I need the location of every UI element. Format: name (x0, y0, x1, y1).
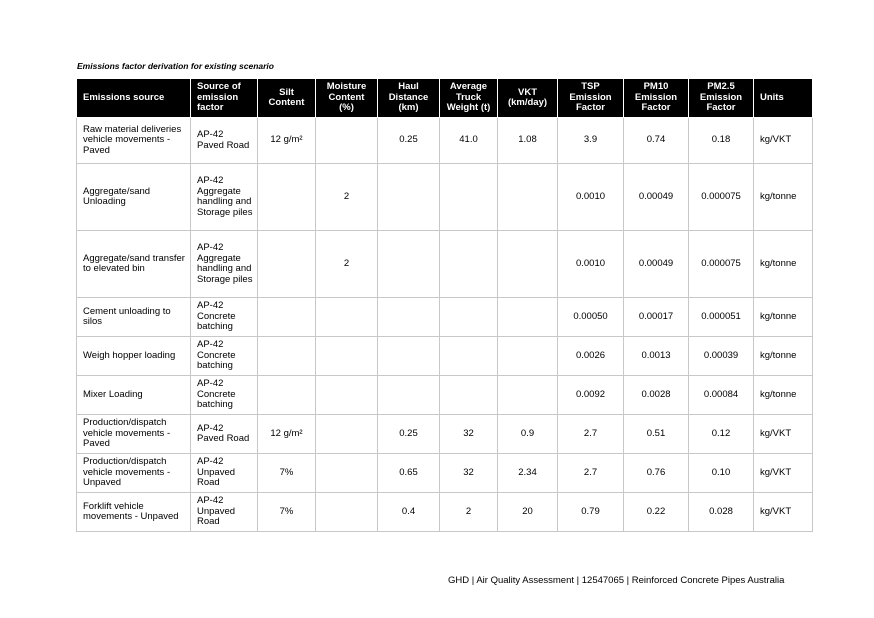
table-cell (624, 493, 689, 532)
cell-line: Concrete (197, 310, 236, 322)
header-line: PM2.5 (707, 81, 735, 93)
cell-line: kg/VKT (760, 505, 792, 517)
header-line: emission (197, 91, 239, 103)
table-cell (191, 454, 258, 493)
table-cell (316, 118, 378, 164)
cell-line: 2 (343, 190, 350, 202)
cell-line: 0.00050 (573, 310, 608, 322)
table-cell (440, 298, 498, 337)
header-line: Units (760, 91, 784, 103)
cell-line: AP-42 (197, 242, 224, 253)
header-line: Content (268, 97, 305, 108)
cell-line: AP-42 (197, 495, 224, 507)
cell-line: AP-42 (197, 129, 224, 140)
table-cell (498, 493, 558, 532)
cell-line: AP-42 (197, 339, 224, 351)
table-row (77, 118, 813, 164)
cell-line: Storage piles (197, 273, 253, 285)
cell-line: 0.00084 (703, 388, 739, 400)
cell-line: Aggregate (197, 252, 241, 264)
cell-line: Road (197, 477, 220, 489)
cell-line: kg/tonne (760, 310, 797, 322)
cell-line: Cement unloading to (83, 305, 171, 317)
cell-line: handling and (197, 263, 252, 274)
table-cell (258, 164, 316, 231)
cell-line: 0.51 (646, 427, 666, 439)
table-cell (258, 337, 316, 376)
table-cell (498, 454, 558, 493)
cell-line: 0.000051 (701, 310, 741, 322)
cell-line: 0.25 (399, 427, 418, 439)
header-pm25-emission-factor (689, 79, 754, 118)
table-cell (258, 118, 316, 164)
table-cell (191, 298, 258, 337)
table-cell (316, 376, 378, 415)
table-cell (77, 454, 191, 493)
header-emissions-source (77, 79, 191, 118)
table-cell (754, 454, 813, 493)
table-cell (624, 415, 689, 454)
table-cell (689, 493, 754, 532)
table-cell (77, 298, 191, 337)
table-cell (754, 376, 813, 415)
table-cell (558, 231, 624, 298)
table-cell (624, 231, 689, 298)
table-cell (624, 376, 689, 415)
header-haul-distance (378, 79, 440, 118)
cell-line: Paved (83, 144, 110, 156)
table-cell (754, 493, 813, 532)
cell-line: Road (197, 516, 220, 528)
cell-line: Aggregate/sand (83, 185, 151, 197)
cell-line: 0.00049 (638, 257, 674, 269)
cell-line: 0.00039 (703, 349, 739, 361)
cell-line: Concrete (197, 349, 236, 361)
cell-line: Unloading (83, 196, 126, 207)
table-cell (258, 298, 316, 337)
table-cell (754, 415, 813, 454)
cell-line: 20 (522, 505, 533, 517)
header-line: VKT (518, 86, 537, 98)
cell-line: 0.74 (646, 134, 666, 146)
cell-line: Aggregate (197, 185, 241, 197)
table-cell (498, 118, 558, 164)
cell-line: batching (197, 321, 233, 333)
cell-line: vehicle movements - (83, 466, 171, 478)
table-cell (378, 415, 440, 454)
table-cell (558, 454, 624, 493)
table-cell (689, 454, 754, 493)
cell-line: 2.7 (583, 466, 598, 478)
table-cell (440, 376, 498, 415)
cell-line: AP-42 (197, 378, 224, 390)
table-cell (378, 454, 440, 493)
page-footer: GHD | Air Quality Assessment | 12547065 | Reinforced Concrete Pipes Australia (448, 575, 785, 586)
header-line: Weight (t) (446, 102, 491, 114)
table-row (77, 231, 813, 298)
table-cell (689, 415, 754, 454)
cell-line: Weigh hopper loading (83, 349, 176, 361)
cell-line: Unpaved (197, 505, 236, 517)
cell-line: AP-42 (197, 422, 224, 434)
cell-line: kg/tonne (760, 349, 797, 361)
cell-line: 2.7 (583, 427, 598, 439)
table-cell (558, 298, 624, 337)
header-line: Distance (388, 91, 429, 103)
cell-line: 0.0026 (575, 349, 606, 361)
header-line: Source of (197, 81, 241, 93)
cell-line: 0.028 (709, 505, 733, 517)
table-cell (558, 164, 624, 231)
cell-line: Aggregate/sand transfer (83, 252, 185, 264)
table-cell (754, 337, 813, 376)
table-cell (498, 231, 558, 298)
table-cell (440, 337, 498, 376)
table-cell (624, 118, 689, 164)
header-line: Emission (569, 91, 612, 103)
table-cell (754, 118, 813, 164)
table-row (77, 298, 813, 337)
table-cell (498, 415, 558, 454)
header-line: PM10 (643, 81, 669, 93)
header-line: Haul (398, 81, 419, 93)
table-cell (316, 337, 378, 376)
cell-line: 0.79 (581, 505, 600, 517)
cell-line: 0.76 (646, 466, 666, 478)
header-line: Emission (634, 91, 678, 103)
cell-line: 0.000075 (701, 190, 741, 202)
cell-line: 0.12 (711, 427, 731, 439)
cell-line: Raw material deliveries (83, 123, 182, 135)
table-cell (624, 164, 689, 231)
table-cell (440, 231, 498, 298)
cell-line: 0.25 (399, 134, 418, 146)
cell-line: vehicle movements - (83, 134, 171, 146)
cell-line: 0.22 (646, 505, 666, 517)
header-line: Emissions source (83, 91, 165, 103)
table-cell (258, 493, 316, 532)
table-cell (498, 376, 558, 415)
cell-line: 0.65 (399, 466, 418, 478)
table-cell (316, 164, 378, 231)
table-cell (558, 337, 624, 376)
table-cell (316, 493, 378, 532)
header-source-of-emission-factor (191, 79, 258, 118)
cell-line: AP-42 (197, 175, 224, 186)
table-cell (316, 231, 378, 298)
cell-line: 32 (463, 466, 474, 478)
table-row (77, 376, 813, 415)
table-cell (77, 415, 191, 454)
table-cell (258, 376, 316, 415)
cell-line: movements - Unpaved (83, 511, 179, 522)
cell-line: 0.9 (520, 427, 535, 439)
cell-line: 0.0010 (575, 257, 606, 269)
table-cell (440, 454, 498, 493)
table-cell (316, 298, 378, 337)
cell-line: Paved Road (197, 433, 250, 444)
table-body (77, 118, 813, 532)
table-caption: Emissions factor derivation for existing scenario (77, 61, 274, 71)
table-header-row (77, 79, 813, 118)
cell-line: 3.9 (583, 134, 598, 146)
cell-line: 0.18 (711, 134, 731, 146)
header-units (754, 79, 813, 118)
cell-line: kg/tonne (760, 190, 797, 202)
cell-line: 2 (343, 257, 350, 269)
table-cell (258, 231, 316, 298)
table-cell (77, 337, 191, 376)
table-cell (689, 337, 754, 376)
cell-line: Production/dispatch (83, 417, 167, 429)
table-cell (498, 337, 558, 376)
table-cell (754, 164, 813, 231)
table-cell (378, 118, 440, 164)
table-row (77, 454, 813, 493)
cell-line: Unpaved (83, 477, 122, 489)
cell-line: Storage piles (197, 206, 253, 218)
table-cell (558, 376, 624, 415)
table-cell (316, 415, 378, 454)
cell-line: 0.4 (401, 505, 416, 517)
cell-line: handling and (197, 196, 252, 207)
cell-line: 32 (463, 427, 474, 439)
cell-line: 2 (465, 505, 472, 517)
cell-line: 0.0010 (575, 190, 606, 202)
cell-line: silos (83, 316, 103, 327)
cell-line: 7% (279, 505, 294, 517)
table-cell (689, 231, 754, 298)
cell-line: Production/dispatch (83, 456, 167, 468)
table-cell (440, 493, 498, 532)
cell-line: batching (197, 360, 233, 372)
cell-line: 0.000075 (701, 257, 741, 269)
table-cell (378, 376, 440, 415)
header-line: factor (197, 102, 224, 114)
cell-line: 0.0092 (575, 388, 606, 400)
header-line: Silt (279, 86, 294, 98)
cell-line: kg/tonne (760, 257, 797, 269)
table-cell (191, 118, 258, 164)
table-row (77, 337, 813, 376)
cell-line: kg/tonne (760, 388, 797, 400)
cell-line: 12 g/m² (270, 427, 303, 439)
header-line: Content (328, 91, 365, 103)
table-cell (440, 415, 498, 454)
table-cell (624, 454, 689, 493)
cell-line: Concrete (197, 388, 236, 400)
header-line: Factor (706, 102, 736, 114)
table-cell (689, 376, 754, 415)
table-cell (191, 493, 258, 532)
table-cell (498, 164, 558, 231)
table-cell (77, 118, 191, 164)
table-cell (191, 337, 258, 376)
header-line: (%) (339, 102, 354, 114)
cell-line: 7% (279, 466, 294, 478)
table-cell (689, 164, 754, 231)
header-moisture-content (316, 79, 378, 118)
cell-line: 41.0 (459, 134, 478, 146)
header-vkt (498, 79, 558, 118)
cell-line: Forklift vehicle (83, 500, 144, 512)
header-line: Truck (455, 91, 482, 103)
table-cell (316, 454, 378, 493)
cell-line: 0.0028 (641, 388, 671, 400)
table-cell (378, 298, 440, 337)
cell-line: 12 g/m² (270, 134, 303, 146)
table-cell (191, 164, 258, 231)
table-cell (77, 376, 191, 415)
cell-line: 0.10 (711, 466, 731, 478)
table-cell (191, 231, 258, 298)
table-cell (624, 337, 689, 376)
table-cell (378, 164, 440, 231)
emissions-factor-table (76, 78, 813, 532)
table-row (77, 164, 813, 231)
table-cell (689, 298, 754, 337)
table-cell (558, 493, 624, 532)
cell-line: kg/VKT (760, 427, 792, 439)
table-cell (191, 376, 258, 415)
cell-line: 2.34 (518, 466, 537, 478)
cell-line: 0.00049 (638, 190, 674, 202)
cell-line: Paved Road (197, 139, 250, 151)
table-cell (191, 415, 258, 454)
header-average-truck-weight (440, 79, 498, 118)
table-cell (754, 298, 813, 337)
cell-line: Paved (83, 438, 110, 450)
table-cell (77, 231, 191, 298)
header-line: Moisture (326, 81, 367, 93)
table-cell (440, 164, 498, 231)
table-row (77, 415, 813, 454)
header-line: Factor (641, 102, 671, 114)
table-cell (378, 337, 440, 376)
header-line: (km/day) (507, 97, 548, 108)
cell-line: AP-42 (197, 300, 224, 312)
cell-line: 0.0013 (641, 349, 671, 361)
cell-line: AP-42 (197, 456, 224, 468)
table-cell (258, 415, 316, 454)
header-line: TSP (581, 81, 600, 93)
table-cell (378, 231, 440, 298)
table-cell (689, 118, 754, 164)
cell-line: kg/VKT (760, 466, 792, 478)
header-pm10-emission-factor (624, 79, 689, 118)
table-cell (77, 164, 191, 231)
cell-line: to elevated bin (83, 263, 145, 274)
cell-line: Unpaved (197, 466, 236, 478)
cell-line: 1.08 (518, 134, 537, 146)
table-cell (558, 118, 624, 164)
table-cell (440, 118, 498, 164)
cell-line: kg/VKT (760, 134, 792, 146)
table-cell (754, 231, 813, 298)
table-cell (77, 493, 191, 532)
header-line: Average (449, 81, 488, 93)
header-line: Factor (575, 102, 606, 114)
table-cell (378, 493, 440, 532)
header-silt-content (258, 79, 316, 118)
table-cell (498, 298, 558, 337)
table-row (77, 493, 813, 532)
cell-line: vehicle movements - (83, 427, 171, 439)
header-tsp-emission-factor (558, 79, 624, 118)
cell-line: batching (197, 399, 233, 411)
cell-line: Mixer Loading (83, 388, 143, 400)
header-line: (km) (398, 102, 419, 114)
cell-line: 0.00017 (638, 310, 674, 322)
table-cell (624, 298, 689, 337)
table-cell (558, 415, 624, 454)
table-cell (258, 454, 316, 493)
header-line: Emission (699, 91, 743, 103)
